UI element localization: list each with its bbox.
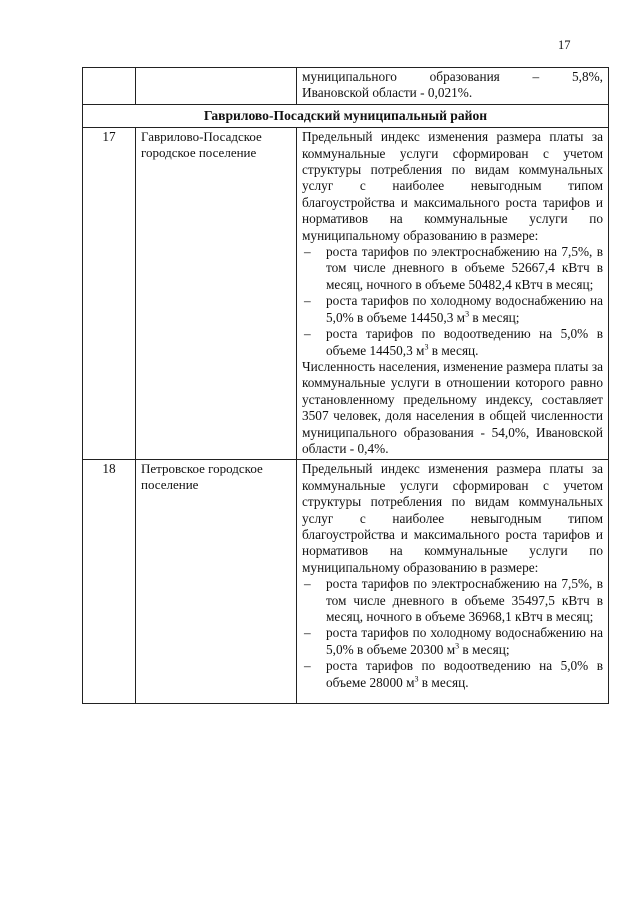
dash-bullet: – <box>304 244 311 260</box>
row-description <box>297 460 609 704</box>
dash-bullet: – <box>304 658 311 674</box>
superscript: 3 <box>424 342 429 352</box>
section-header-row <box>83 104 609 127</box>
table-row <box>83 460 609 704</box>
description-intro: Предельный индекс изменения размера платы за коммунальные услуги сформирован с учетом структуры потребления по видам коммунальных услуг с наиболее невыгодным типом благоустройства и максимального роста тарифов и нормативов на коммунальные услуги по муниципальному образованию в размере: <box>302 129 603 243</box>
section-title: Гаврилово-Посадский муниципальный район <box>83 104 609 127</box>
tariff-list <box>302 244 603 359</box>
dash-bullet: – <box>304 293 311 309</box>
row-name: Петровское городское поселение <box>136 460 297 704</box>
table-row <box>83 128 609 460</box>
superscript: 3 <box>414 674 419 684</box>
row-name-cell <box>136 68 297 105</box>
superscript: 3 <box>455 641 460 651</box>
continued-line: Ивановской области - 0,021%. <box>302 85 473 101</box>
row-number-cell <box>83 68 136 105</box>
list-item: – роста тарифов по водоотведению на 5,0% в объеме 14450,3 $м^3$ в месяц. <box>304 326 603 358</box>
dash-bullet: – <box>304 326 311 342</box>
list-item: – роста тарифов по электроснабжению на 7,5%, в том числе дневного в объеме 52667,4 кВтч в месяц, ночного в объеме 50482,4 кВтч в месяц; <box>304 244 603 292</box>
row-name: Гаврилово-Посадское городское поселение <box>136 128 297 460</box>
list-item: – роста тарифов по водоотведению на 5,0% в объеме 28000 $м^3$ в месяц. <box>304 658 603 690</box>
list-item: – роста тарифов по электроснабжению на 7,5%, в том числе дневного в объеме 35497,5 кВтч в месяц, ночного в объеме 36968,1 кВтч в месяц; <box>304 576 603 624</box>
dash-bullet: – <box>304 576 311 592</box>
superscript: 3 <box>465 309 470 319</box>
dash-bullet: – <box>304 625 311 641</box>
list-item: – роста тарифов по холодному водоснабжению на 5,0% в объеме 20300 $м^3$ в месяц; <box>304 625 603 657</box>
row-number: 17 <box>83 128 136 460</box>
row-description <box>297 128 609 460</box>
table-row-continued <box>83 68 609 105</box>
row-description-cell <box>297 68 609 105</box>
row-number: 18 <box>83 460 136 704</box>
list-item: – роста тарифов по холодному водоснабжению на 5,0% в объеме 14450,3 $м^3$ в месяц; <box>304 293 603 325</box>
description-intro: Предельный индекс изменения размера платы за коммунальные услуги сформирован с учетом структуры потребления по видам коммунальных услуг с наиболее невыгодным типом благоустройства и максимального роста тарифов и нормативов на коммунальные услуги по муниципальному образованию в размере: <box>302 461 603 575</box>
description-closing: Численность населения, изменение размера платы за коммунальные услуги в отношении которого равно установленному предельному индексу, составляет 3507 человек, доля населения в общей численности муниципального образования - 54,0%, Ивановской области - 0,4%. <box>302 358 603 456</box>
municipal-index-table <box>82 67 609 704</box>
page-number: 17 <box>558 38 571 52</box>
continued-line: муниципального образования – 5,8%, <box>302 69 603 84</box>
tariff-list <box>302 576 603 691</box>
